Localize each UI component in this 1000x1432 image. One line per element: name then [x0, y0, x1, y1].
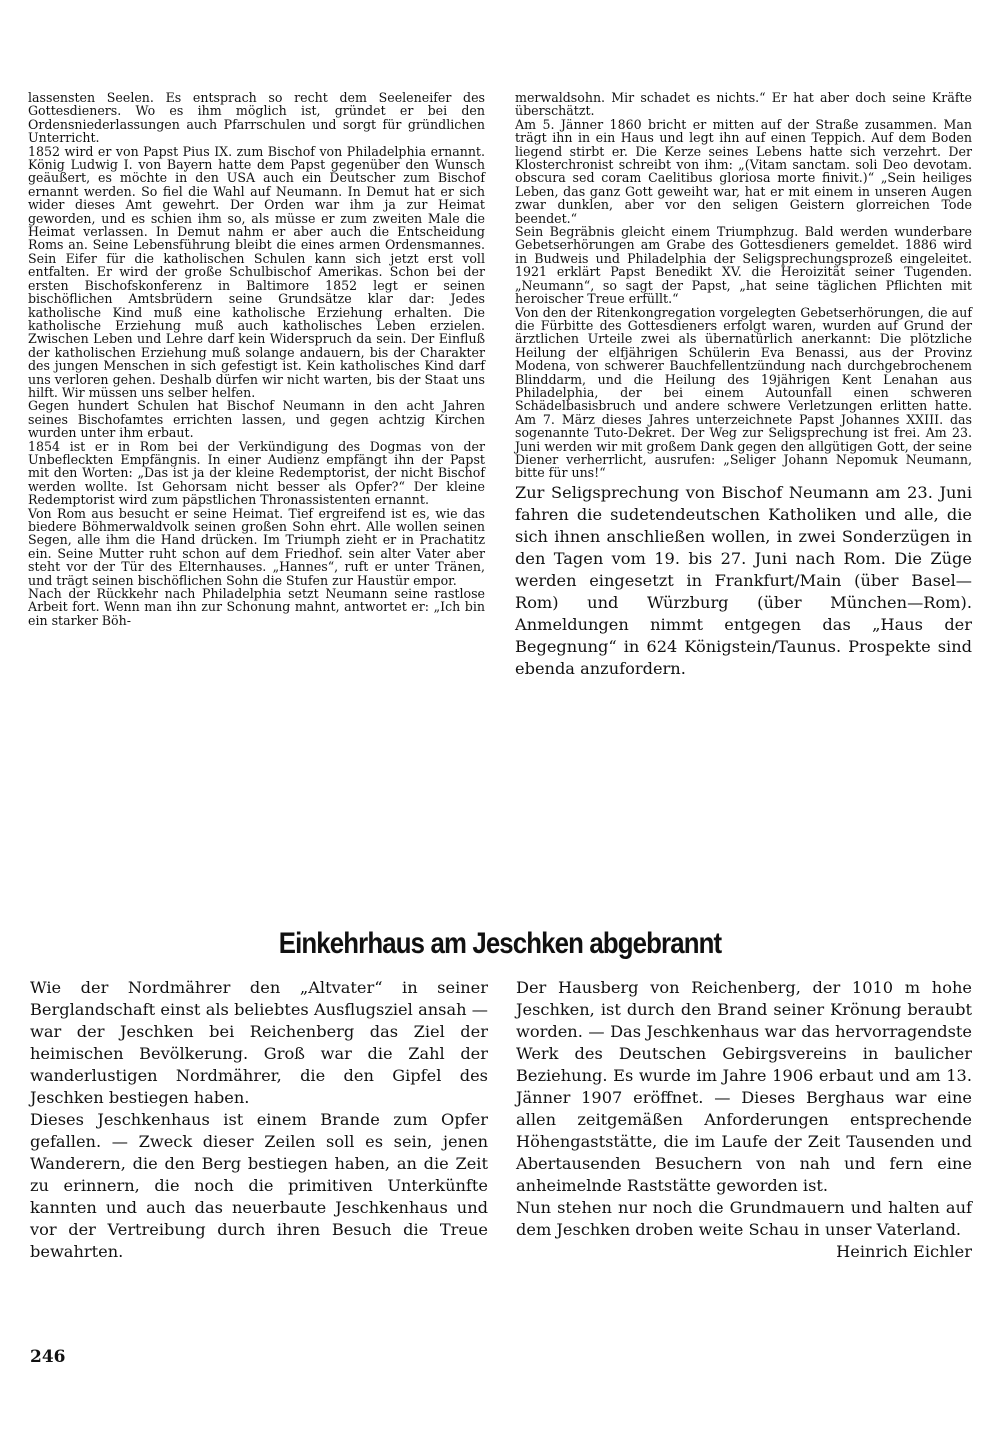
paragraph: Von Rom aus besucht er seine Heimat. Tief ergreifend ist es, wie das biedere Böhmerwaldvolk seinen großen Sohn ehrt. Alle wollen seinen Segen, alle ihm die Hand drücken. Im Triumph zieht er in Prachatitz ein. Seine Mutter ruht schon auf dem Friedhof. sein alter Vater aber steht vor der Tür des Elternhauses. „Hannes“, ruft er unter Tränen, und trägt seinen bischöflichen Sohn die Stufen zur Haustür empor. — [28, 505, 485, 588]
paragraph: Gegen hundert Schulen hat Bischof Neumann in den acht Jahren seines Bischofamtes errichten lassen, und gegen achtzig Kirchen wurden unter ihm erbaut. — [28, 398, 485, 441]
article-headline: Einkehrhaus am Jeschken abgebrannt — [278, 927, 722, 960]
page-number: 246 — [30, 1347, 66, 1367]
paragraph: Sein Begräbnis gleicht einem Triumphzug. Bald werden wunderbare Gebetserhörungen am Grabe des Gottesdieners gemeldet. 1886 wird in Budweis und Philadelphia der Seligsprechungsprozeß eingeleitet. 1921 erklärt Papst Benedikt XV. die Heroizität seiner Tugenden. „Neumann“, so sagt der Papst, „hat seine täglichen Pflichten mit heroischer Treue erfüllt.“ — [515, 224, 972, 307]
paragraph: Der Hausberg von Reichenberg, der 1010 m hohe Jeschken, ist durch den Brand seiner Krönung beraubt worden. — Das Jeschkenhaus war das hervorragendste Werk des Deutschen Gebirgsvereins in baulicher Beziehung. Es wurde im Jahre 1906 erbaut und am 13. Jänner 1907 eröffnet. — Dieses Berghaus war eine allen zeitgemäßen Anforderungen entsprechende Höhengaststätte, die im Laufe der Zeit Tausenden und Abertausenden Besuchern von nah und fern eine anheimelnde Raststätte geworden ist. — [516, 978, 972, 1195]
paragraph: 1854 ist er in Rom bei der Verkündigung des Dogmas von der Unbefleckten Empfängnis. In einer Audienz empfängt ihn der Papst mit den Worten: „Das ist ja der kleine Redemptorist, der nicht Bischof werden wollte. Ist Gehorsam nicht besser als Opfer?“ Der kleine Redemptorist wird zum päpstlichen Thronassistenten ernannt. — [28, 438, 485, 508]
paragraph — [516, 1197, 972, 1261]
article2-left-column — [30, 977, 488, 1263]
article2-right-column — [516, 977, 972, 1263]
article1-right-column — [515, 91, 972, 680]
pilgrimage-notice: Zur Seligsprechung von Bischof Neumann am 23. Juni fahren die sudetendeutschen Katholiken und alle, die sich ihnen anschließen wollen, in zwei Sonderzügen in den Tagen vom 19. bis 27. Juni nach Rom. Die Züge werden eingesetzt in Frankfurt/Main (über Basel—Rom) und Würzburg (über München—Rom). Anmeldungen nimmt entgegen das „Haus der Begegnung“ in 624 Königstein/Taunus. Prospekte sind ebenda anzufordern. — [515, 482, 972, 678]
paragraph: Von den der Ritenkongregation vorgelegten Gebetserhörungen, die auf die Fürbitte des Gottesdieners erfolgt waren, wurden auf Grund der ärztlichen Urteile zwei als übernatürlich anerkannt: Die plötzliche Heilung der elfjährigen Schülerin Eva Benassi, aus der Provinz Modena, von schwerer Bauchfellentzündung nach durchgebrochenem Blinddarm, und die Heilung des 19jährigen Kent Lenahan aus Philadelphia, der bei einem Autounfall einen schweren Schädelbasisbruch und andere schwere Verletzungen erlitten hatte. Am 7. März dieses Jahres unterzeichnete Papst Johannes XXIII. das sogenannte Tuto-Dekret. Der Weg zur Seligsprechung ist frei. Am 23. Juni werden wir mit großem Dank gegen den allgütigen Gott, der seine Diener verherrlicht, ausrufen: „Seliger Johann Nepomuk Neumann, bitte für uns!“ — [515, 304, 972, 481]
paragraph: Wie der Nordmährer den „Altvater“ in seiner Berglandschaft einst als beliebtes Ausflugsziel ansah — war der Jeschken bei Reichenberg das Ziel der heimischen Bevölkerung. Groß war die Zahl der wanderlustigen Nordmährer, die den Gipfel des Jeschken bestiegen haben. — [30, 978, 488, 1107]
paragraph: 1852 wird er von Papst Pius IX. zum Bischof von Philadelphia ernannt. König Ludwig I. von Bayern hatte dem Papst gegenüber den Wunsch geäußert, es möchte in den USA auch ein Deutscher zum Bischof ernannt werden. So fiel die Wahl auf Neumann. In Demut hat er sich wider dieses Amt gewehrt. Der Orden war ihm ja zur Heimat geworden, und es schien ihm so, als müsse er zum zweiten Male die Heimat verlassen. In Demut nahm er aber auch die Entscheidung Roms an. Seine Lebensführung bleibt die eines armen Ordensmannes. Sein Eifer für die katholischen Schulen kann sich jetzt erst voll entfalten. Er wird der große Schulbischof Amerikas. Schon bei der ersten Bischofskonferenz in Baltimore 1852 legt er seinen bischöflichen Amtsbrüdern seine Grundsätze klar dar: Jedes katholische Kind muß eine katholische Erziehung erhalten. Die katholische Erziehung muß auch katholisches Leben erzielen. Zwischen Leben und Lehre darf kein Widerspruch da sein. Der Einfluß der katholischen Erziehung muß solange andauern, bis der Charakter des jungen Menschen in sich gefestigt ist. Kein katholisches Kind darf uns verloren gehen. Deshalb dürfen wir nicht warten, bis der Staat uns hilft. Wir müssen uns selber helfen. — [28, 143, 485, 400]
paragraph: Am 5. Jänner 1860 bricht er mitten auf der Straße zusammen. Man trägt ihn in ein Haus und legt ihn auf einen Teppich. Auf dem Boden liegend stirbt er. Die Kerze seines Lebens hatte sich verzehrt. Der Klosterchronist schreibt von ihm: „(Vitam sanctam. soli Deo devotam. obscura sed coram Caelitibus gloriosa morte finivit.)“ „Sein heiliges Leben, das ganz Gott geweiht war, hat er mit einem in unseren Augen zwar dunklen, aber vor den seligen Geistern glorreichen Tode beendet.“ — [515, 116, 972, 226]
paragraph: lassensten Seelen. Es entsprach so recht dem Seeleneifer des Gottesdieners. Wo es ihm möglich ist, gründet er bei den Ordensniederlassungen auch Pfarrschulen und sorgt für gründlichen Unterricht. — [28, 90, 485, 146]
paragraph: merwaldsohn. Mir schadet es nichts.“ Er hat aber doch seine Kräfte überschätzt. — [515, 90, 972, 119]
author-signature: Heinrich Eichler — [836, 1242, 972, 1261]
paragraph: Nach der Rückkehr nach Philadelphia setzt Neumann seine rastlose Arbeit fort. Wenn man ihn zur Schonung mahnt, antwortet er: „Ich bin ein starker Böh- — [28, 586, 485, 628]
article1-left-column — [28, 91, 485, 627]
paragraph-text: Nun stehen nur noch die Grundmauern und halten auf dem Jeschken droben weite Schau in unser Vaterland. — [516, 1198, 972, 1239]
paragraph: Dieses Jeschkenhaus ist einem Brande zum Opfer gefallen. — Zweck dieser Zeilen soll es sein, jenen Wanderern, die den Berg bestiegen haben, an die Zeit zu erinnern, die noch die primitiven Unterkünfte kannten und auch das neuerbaute Jeschkenhaus und vor der Vertreibung durch ihren Besuch die Treue bewahrten. — [30, 1110, 488, 1261]
